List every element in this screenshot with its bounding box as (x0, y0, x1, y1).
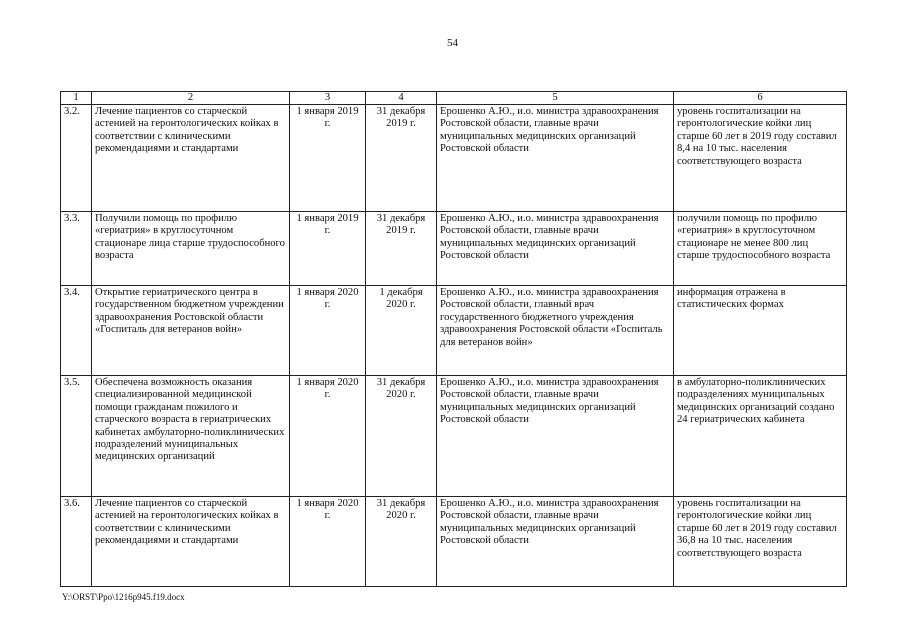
row-number: 3.3. (61, 212, 92, 286)
table-row (61, 105, 847, 212)
table-row (61, 212, 847, 286)
activity-cell: Лечение пациентов со старческой астенией на геронтологических койках в соответствии с клиническими рекомендациями и стандартами (92, 105, 290, 212)
table-row (61, 286, 847, 376)
end-date-cell: 31 декабря 2019 г. (366, 105, 437, 212)
start-date-cell: 1 января 2019 г. (290, 212, 366, 286)
activity-cell: Получили помощь по профилю «гериатрия» в круглосуточном стационаре лица старше трудоспособного возраста (92, 212, 290, 286)
row-number: 3.5. (61, 376, 92, 497)
activity-cell: Открытие гериатрического центра в государственном бюджетном учреждении здравоохранения Ростовской области «Госпиталь для ветеранов войн» (92, 286, 290, 376)
row-number: 3.2. (61, 105, 92, 212)
end-date-cell: 1 декабря 2020 г. (366, 286, 437, 376)
responsible-cell: Ерошенко А.Ю., и.о. министра здравоохранения Ростовской области, главный врач государственного бюджетного учреждения здравоохранения Ростовской области «Госпиталь для ветеранов войн» (437, 286, 674, 376)
column-header: 2 (92, 92, 290, 105)
column-header: 3 (290, 92, 366, 105)
start-date-cell: 1 января 2020 г. (290, 497, 366, 587)
start-date-cell: 1 января 2020 г. (290, 286, 366, 376)
table-row (61, 497, 847, 587)
result-cell: уровень госпитализации на геронтологические койки лиц старше 60 лет в 2019 году составил 8,4 на 10 тыс. населения соответствующего возраста (674, 105, 847, 212)
start-date-cell: 1 января 2019 г. (290, 105, 366, 212)
plan-table (60, 91, 847, 587)
row-number: 3.4. (61, 286, 92, 376)
responsible-cell: Ерошенко А.Ю., и.о. министра здравоохранения Ростовской области, главные врачи муниципальных медицинских организаций Ростовской области (437, 105, 674, 212)
activity-cell: Обеспечена возможность оказания специализированной медицинской помощи гражданам пожилого и старческого возраста в гериатрических кабинетах амбулаторно-поликлинических подразделений муниципальных медицинских организаций (92, 376, 290, 497)
page-number: 54 (447, 37, 458, 49)
end-date-cell: 31 декабря 2020 г. (366, 497, 437, 587)
responsible-cell: Ерошенко А.Ю., и.о. министра здравоохранения Ростовской области, главные врачи муниципальных медицинских организаций Ростовской области (437, 212, 674, 286)
result-cell: в амбулаторно-поликлинических подразделениях муниципальных медицинских организаций создано 24 гериатрических кабинета (674, 376, 847, 497)
table-header-row (61, 92, 847, 105)
end-date-cell: 31 декабря 2020 г. (366, 376, 437, 497)
end-date-cell: 31 декабря 2019 г. (366, 212, 437, 286)
activity-cell: Лечение пациентов со старческой астенией на геронтологических койках в соответствии с клиническими рекомендациями и стандартами (92, 497, 290, 587)
column-header: 4 (366, 92, 437, 105)
start-date-cell: 1 января 2020 г. (290, 376, 366, 497)
table-row (61, 376, 847, 497)
row-number: 3.6. (61, 497, 92, 587)
footer-file-path: Y:\ORST\Ppo\1216p945.f19.docx (62, 592, 185, 602)
responsible-cell: Ерошенко А.Ю., и.о. министра здравоохранения Ростовской области, главные врачи муниципальных медицинских организаций Ростовской области (437, 376, 674, 497)
result-cell: информация отражена в статистических формах (674, 286, 847, 376)
column-header: 6 (674, 92, 847, 105)
column-header: 5 (437, 92, 674, 105)
result-cell: получили помощь по профилю «гериатрия» в круглосуточном стационаре не менее 800 лиц старше трудоспособного возраста (674, 212, 847, 286)
responsible-cell: Ерошенко А.Ю., и.о. министра здравоохранения Ростовской области, главные врачи муниципальных медицинских организаций Ростовской области (437, 497, 674, 587)
result-cell: уровень госпитализации на геронтологические койки лиц старше 60 лет в 2019 году составил 36,8 на 10 тыс. населения соответствующего возраста (674, 497, 847, 587)
column-header: 1 (61, 92, 92, 105)
